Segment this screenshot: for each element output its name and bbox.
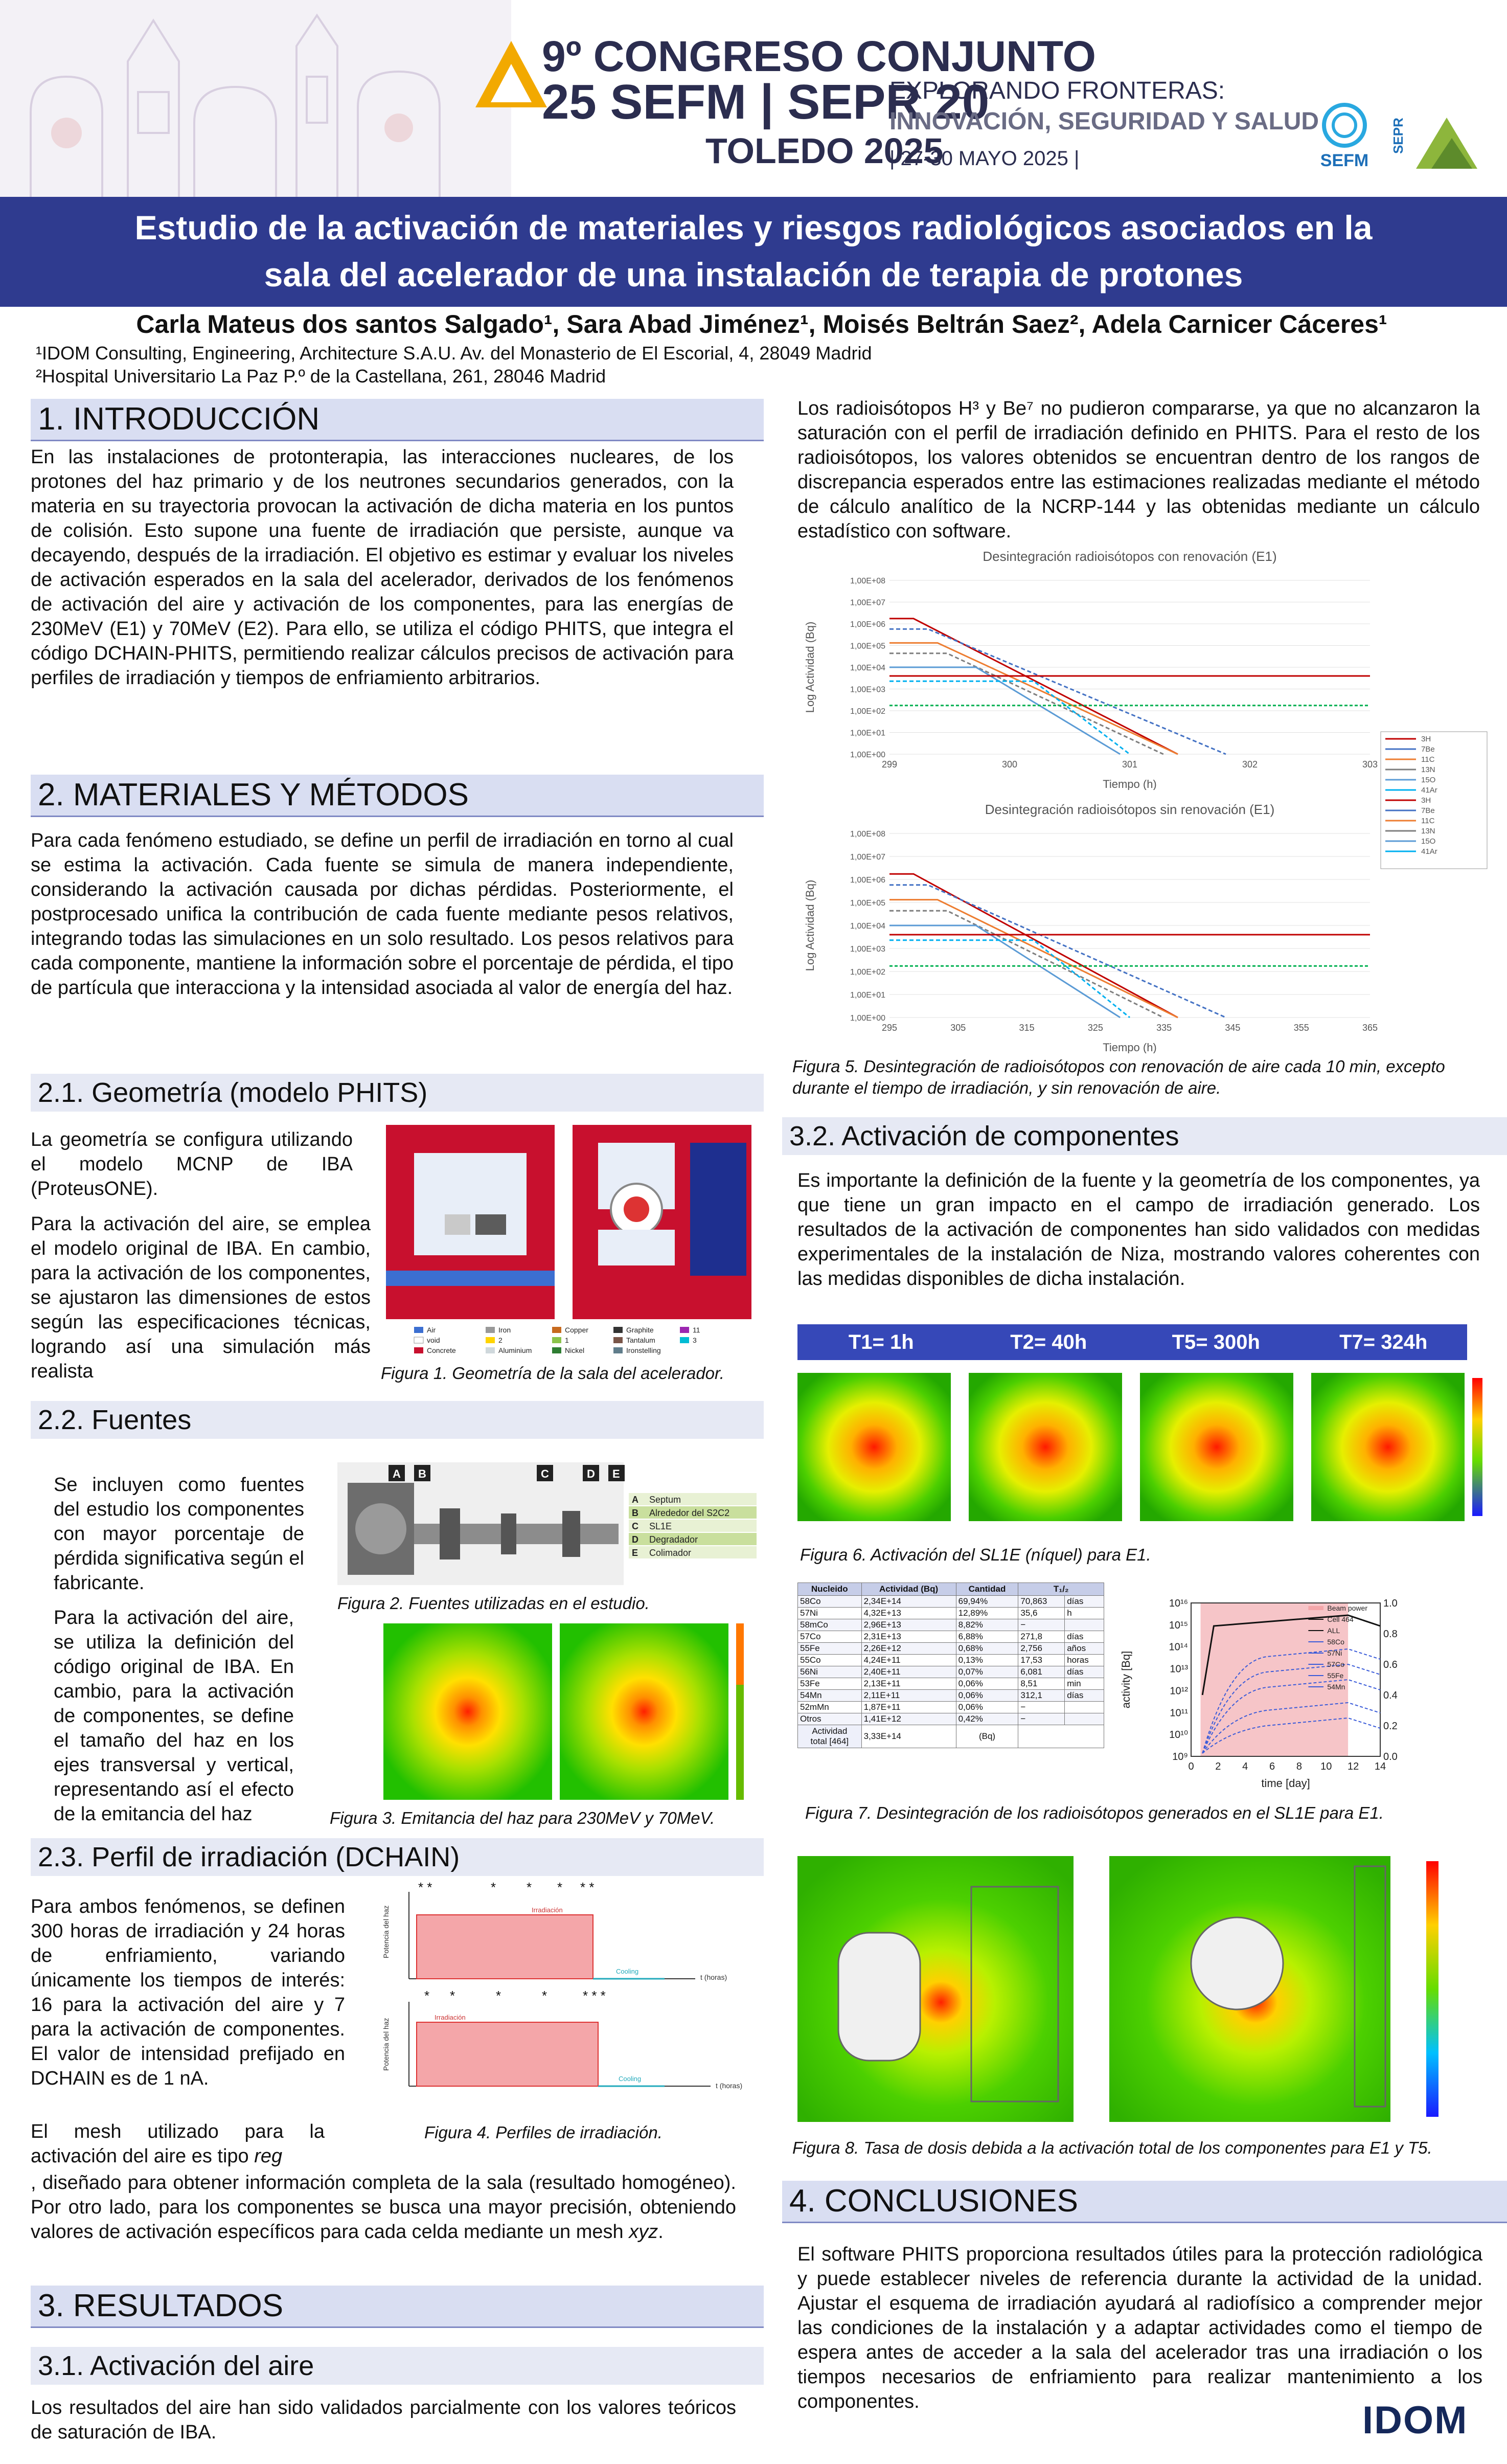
series-line (889, 643, 1178, 754)
x-tick-label: 335 (1156, 1023, 1172, 1033)
legend-label: 13N (1421, 827, 1435, 835)
idom-logo: IDOM (1362, 2399, 1468, 2442)
fig1-legend-9: 3 (693, 1336, 697, 1344)
fig2-label-e: Colimador (649, 1548, 692, 1558)
y-tick-label: 1,00E+08 (850, 830, 885, 839)
table-row (798, 1702, 1104, 1713)
figure-2-caption: Figura 2. Fuentes utilizadas en el estudio. (337, 1594, 650, 1613)
x-tick-label: 6 (1269, 1761, 1275, 1772)
profile-text-1: Para ambos fenómenos, se definen 300 horas de irradiación y 24 horas de enfriamiento, variando únicamente los tiempos de interés: 16 para la activación del aire y 7 para la activación de componentes. El valor de intensidad prefijado en DCHAIN es de 1 nA. (31, 1896, 345, 2089)
table-cell: − (1018, 1619, 1065, 1631)
fig2-label-b: Alrededor del S2C2 (649, 1508, 730, 1518)
time-t1: T1= 1h (848, 1331, 914, 1353)
figure-1-caption: Figura 1. Geometría de la sala del acelerador. (381, 1364, 724, 1383)
y-tick-label: 1,00E+05 (850, 899, 885, 908)
profile-text-2-rest (31, 2171, 736, 2244)
geometry-text-1: La geometría se configura utilizando el modelo MCNP de IBA (ProteusONE). (31, 1129, 353, 1200)
time-t2: T2= 40h (1010, 1331, 1087, 1353)
x-tick-label: 12 (1348, 1761, 1359, 1772)
figure-4-caption: Figura 4. Perfiles de irradiación. (424, 2123, 663, 2142)
methods-text: Para cada fenómeno estudiado, se define un perfil de irradiación en torno al cual se estima la activación. Cada fuente se simula de manera independiente, considerando la activación causada por dichas pérdidas. Posteriormente, el postprocesado unifica la contribución de cada fuente mediante pesos relativos, integrando todas las simulaciones en un solo resultado. Los pesos relativos para cada componente, mantiene la información sobre el porcentaje de pérdida, el tipo de partícula que interacciona y la intensidad asociada al valor de energía del haz. (31, 830, 734, 999)
profile-text-2c: , diseñado para obtener información completa de la sala (resultado homogéneo). Por otro lado, para los componentes se busca una mayor precisión, obteniendo valores de activación específicos para cada celda mediante un mesh (31, 2172, 736, 2243)
profile-text-2d: xyz (629, 2221, 658, 2243)
profile-text-2e: . (658, 2221, 664, 2243)
x-axis-label: Tiempo (h) (1103, 778, 1157, 790)
y-tick-label: 10¹² (1170, 1685, 1188, 1697)
y-tick-label: 10¹⁶ (1169, 1598, 1188, 1609)
table-cell: − (1018, 1702, 1065, 1713)
congress-line1: 9º CONGRESO CONJUNTO (542, 32, 1096, 80)
table-row (798, 1655, 1104, 1666)
table-cell: 2,756 (1018, 1643, 1065, 1655)
subsection-aire-title: 3.1. Activación del aire (31, 2347, 764, 2385)
congress-dates: | 27-30 MAYO 2025 | (889, 147, 1080, 170)
table-cell: días (1065, 1596, 1104, 1608)
table-cell: 0,06% (956, 1678, 1018, 1690)
x-tick-label: 299 (881, 759, 898, 770)
authors: Carla Mateus dos santos Salgado¹, Sara Abad Jiménez¹, Moisés Beltrán Saez², Adela Carnicer Cáceres¹ (136, 310, 1387, 338)
intro-text: En las instalaciones de protonterapia, las interacciones nucleares, de los protones del haz primario y de los neutrones secundarios generados, con la materia en su trayectoria provocan la activación de dicha materia en los puntos de colisión. Esto supone una fuente de irradiación que persiste, aunque va decayendo, después de la irradiación. El objetivo es estimar y evaluar los niveles de activación esperados en la sala del acelerador, derivados de los fenómenos de activación del aire y activación de los componentes, para las energías de 230MeV (E1) y 70MeV (E2). Para ello, se utiliza el código PHITS, que integra el código DCHAIN-PHITS, permitiendo realizar cálculos precisos de activación para perfiles de irradiación y tiempos de enfriamiento arbitrarios. (31, 446, 734, 689)
profile-text-2b: reg (254, 2145, 283, 2167)
chart-title: Desintegración radioisótopos sin renovación (E1) (985, 803, 1275, 817)
table-row (798, 1596, 1104, 1608)
series-line (889, 885, 1226, 1018)
legend-label: 58Co (1327, 1638, 1344, 1646)
table-cell: 53Fe (798, 1678, 862, 1690)
x-tick-label: 302 (1242, 759, 1258, 770)
table-cell: 52mMn (798, 1702, 862, 1713)
subsection-perfil-title: 2.3. Perfil de irradiación (DCHAIN) (31, 1838, 764, 1876)
table-cell (1065, 1619, 1104, 1631)
table-cell: 57Co (798, 1631, 862, 1643)
fig1-legend-6: 2 (498, 1336, 503, 1344)
series-line (889, 653, 1163, 754)
table-cell: 2,96E+13 (861, 1619, 956, 1631)
x-tick-label: 10 (1320, 1761, 1332, 1772)
table-cell: 6,88% (956, 1631, 1018, 1643)
fig4-ylabel-2: Potencia del haz (382, 2018, 390, 2071)
legend-label: 13N (1421, 765, 1435, 774)
fig4-irr-label-1: Irradiación (532, 1906, 563, 1914)
table-cell: 1,87E+11 (861, 1702, 956, 1713)
table-cell: − (1018, 1713, 1065, 1725)
table-cell: 57Ni (798, 1608, 862, 1619)
time-t7: T7= 324h (1339, 1331, 1428, 1353)
fig2-key-b: B (632, 1508, 638, 1518)
table-cell: 0,13% (956, 1655, 1018, 1666)
table-row (798, 1643, 1104, 1655)
fig2-key-e: E (632, 1548, 638, 1558)
figure-2-sources (337, 1462, 757, 1585)
legend-label: 15O (1421, 837, 1436, 846)
table-cell: 4,32E+13 (861, 1608, 956, 1619)
congress-city: TOLEDO 2025 (705, 131, 944, 171)
x-tick-label: 301 (1122, 759, 1138, 770)
table-row (798, 1678, 1104, 1690)
fig2-marker-e: E (612, 1467, 620, 1480)
table-cell: 8,51 (1018, 1678, 1065, 1690)
svg-text:*: * (557, 1882, 563, 1895)
table-cell: 6,081 (1018, 1666, 1065, 1678)
svg-text:* *: * * (418, 1882, 432, 1895)
fig1-legend-8: Tantalum (626, 1336, 655, 1344)
congress-line2: 25 SEFM | SEPR 20 (542, 75, 990, 129)
sefm-logo-text: SEFM (1320, 151, 1369, 170)
fig4-ylabel-1: Potencia del haz (382, 1905, 390, 1958)
table-cell: 0,42% (956, 1713, 1018, 1725)
profile-text-2a: El mesh utilizado para la activación del aire es tipo (31, 2121, 325, 2167)
series-line (889, 911, 1163, 1018)
y2-tick-label: 0.4 (1383, 1690, 1398, 1701)
figure-6-time-header (797, 1324, 1467, 1360)
table-row (798, 1666, 1104, 1678)
table-cell: 8,82% (956, 1619, 1018, 1631)
toledo-skyline-illustration (0, 0, 511, 197)
y-tick-label: 1,00E+00 (850, 1014, 885, 1023)
affiliation-2: ²Hospital Universitario La Paz P.º de la Castellana, 261, 28046 Madrid (36, 366, 606, 387)
header (0, 0, 1507, 197)
y-tick-label: 1,00E+00 (850, 751, 885, 759)
legend-label: 15O (1421, 776, 1436, 784)
legend-label: 11C (1421, 817, 1435, 825)
y-tick-label: 1,00E+07 (850, 598, 885, 607)
table-cell: 271,8 (1018, 1631, 1065, 1643)
legend-label: 57Co (1327, 1660, 1344, 1668)
fig2-label-c: SL1E (649, 1521, 672, 1531)
series-line (889, 900, 1178, 1018)
y-tick-label: 1,00E+02 (850, 968, 885, 977)
svg-text:*: * (542, 1988, 547, 2003)
table-row (798, 1631, 1104, 1643)
geometry-text-2: Para la activación del aire, se emplea el modelo original de IBA. En cambio, para la activación de los componentes, se ajustaron las dimensiones de estos según las especificaciones técnicas, logrando así una simulación más realista (31, 1213, 371, 1382)
fig1-legend-11: Aluminium (498, 1346, 532, 1354)
legend-label: 55Fe (1327, 1671, 1344, 1680)
x-tick-label: 355 (1293, 1023, 1309, 1033)
y-tick-label: 10¹⁵ (1169, 1619, 1188, 1631)
fig4-xlabel-1: t (horas) (700, 1973, 727, 1981)
th-actividad: Actividad (Bq) (861, 1583, 956, 1596)
section-materiales-title: 2. MATERIALES Y MÉTODOS (31, 775, 764, 817)
table-cell: 2,13E+11 (861, 1678, 956, 1690)
table-cell: días (1065, 1631, 1104, 1643)
table-cell (1065, 1702, 1104, 1713)
fig2-marker-a: A (393, 1467, 401, 1480)
table-cell: 2,31E+13 (861, 1631, 956, 1643)
legend-label: 3H (1421, 735, 1431, 743)
y-tick-label: 1,00E+06 (850, 876, 885, 885)
table-row (798, 1608, 1104, 1619)
y-tick-label: 1,00E+03 (850, 685, 885, 694)
series-line (889, 681, 1130, 754)
fig2-key-a: A (632, 1495, 638, 1505)
x-tick-label: 315 (1019, 1023, 1035, 1033)
affiliation-1: ¹IDOM Consulting, Engineering, Architecture S.A.U. Av. del Monasterio de El Escorial, 4, 28049 Madrid (36, 343, 872, 364)
x-tick-label: 4 (1242, 1761, 1248, 1772)
y-tick-label: 1,00E+02 (850, 707, 885, 716)
x-axis-label: Tiempo (h) (1103, 1041, 1157, 1053)
title-line-2: sala del acelerador de una instalación de terapia de protones (264, 256, 1243, 293)
sources-text-2: Para la activación del aire, se utiliza la definición del código original de IBA. En cambio, para la activación de componentes, se define el tamaño del haz en los ejes transversal y vertical, representando así el efecto de la emitancia del haz (54, 1607, 294, 1825)
y2-tick-label: 0.0 (1383, 1751, 1398, 1762)
table-cell: 4,24E+11 (861, 1655, 956, 1666)
time-t5: T5= 300h (1172, 1331, 1260, 1353)
sepr-logo-text: SEPR (1390, 118, 1406, 154)
chart-title: Desintegración radioisótopos con renovación (E1) (983, 550, 1277, 564)
y-tick-label: 1,00E+01 (850, 729, 885, 738)
legend-label: Cell 464 (1327, 1615, 1354, 1623)
series-line (889, 940, 1130, 1018)
fig1-legend-7: 1 (565, 1336, 569, 1344)
x-tick-label: 305 (950, 1023, 966, 1033)
table-cell: 2,40E+11 (861, 1666, 956, 1678)
legend-label: 3H (1421, 796, 1431, 805)
table-cell: 0,68% (956, 1643, 1018, 1655)
y-tick-label: 10¹⁴ (1169, 1641, 1188, 1653)
table-cell: 1,41E+12 (861, 1713, 956, 1725)
legend-label: 41Ar (1421, 786, 1437, 795)
x-tick-label: 345 (1225, 1023, 1241, 1033)
legend-label: 11C (1421, 755, 1435, 764)
sources-text-1: Se incluyen como fuentes del estudio los componentes con mayor porcentaje de pérdida significativa según el fabricante. (54, 1474, 304, 1594)
x-tick-label: 8 (1296, 1761, 1302, 1772)
fig2-key-c: C (632, 1521, 638, 1531)
table-row (798, 1619, 1104, 1631)
table-cell: 54Mn (798, 1690, 862, 1702)
figure-4-irradiation-profiles (378, 1882, 757, 2107)
tagline-1: EXPLORANDO FRONTERAS: (889, 77, 1225, 104)
table-cell: 0,07% (956, 1666, 1018, 1678)
x-tick-label: 303 (1362, 759, 1378, 770)
svg-text:*: * (450, 1988, 455, 2003)
figure-5-legend (1380, 731, 1488, 869)
legend-label: Beam power (1327, 1604, 1367, 1612)
table-cell: años (1065, 1643, 1104, 1655)
th-nucleido: Nucleido (798, 1583, 862, 1596)
table-cell: min (1065, 1678, 1104, 1690)
subsection-fuentes-title: 2.2. Fuentes (31, 1401, 764, 1439)
fig1-legend-10: Concrete (427, 1346, 456, 1354)
figure-5b-chart (803, 803, 1385, 1053)
y-tick-label: 10¹¹ (1170, 1707, 1188, 1719)
title-line-1: Estudio de la activación de materiales y riesgos radiológicos asociados en la (134, 209, 1373, 246)
table-cell: 2,26E+12 (861, 1643, 956, 1655)
figure-7-table (797, 1583, 1104, 1748)
table-cell: h (1065, 1608, 1104, 1619)
y-tick-label: 1,00E+05 (850, 642, 885, 651)
fig4-cool-label-1: Cooling (616, 1968, 639, 1975)
table-cell: 0,06% (956, 1702, 1018, 1713)
fig2-marker-b: B (418, 1467, 426, 1480)
fig2-marker-c: C (541, 1467, 549, 1480)
table-cell: 56Ni (798, 1666, 862, 1678)
x-tick-label: 365 (1362, 1023, 1378, 1033)
y2-tick-label: 0.6 (1383, 1659, 1398, 1670)
series-line (889, 629, 1226, 754)
section-introduccion-title: 1. INTRODUCCIÓN (31, 399, 764, 441)
y-axis-label: activity [Bq] (1120, 1651, 1132, 1709)
table-cell: 17,53 (1018, 1655, 1065, 1666)
y-tick-label: 10¹³ (1170, 1663, 1188, 1675)
poster-title (0, 197, 1507, 307)
section-conclusiones-title: 4. CONCLUSIONES (782, 2181, 1507, 2223)
y-tick-label: 1,00E+01 (850, 991, 885, 1000)
table-cell: horas (1065, 1655, 1104, 1666)
table-cell: días (1065, 1690, 1104, 1702)
table-cell: 58mCo (798, 1619, 862, 1631)
table-cell: 58Co (798, 1596, 862, 1608)
conclusions-text: El software PHITS proporciona resultados útiles para la protección radiológica y puede establecer niveles de referencia durante la actividad de la unidad. Ajustar el esquema de irradiación ayudará al radiofísico a comprender mejor las condiciones de la instalación y a adaptar actividades como el tiempo de espera antes de acceder a la sala del acelerador tras una irradiación o los tiempos necesarios de enfriamiento para realizar mantenimiento a los componentes. (797, 2244, 1482, 2412)
subsection-geometria-title: 2.1. Geometría (modelo PHITS) (31, 1074, 764, 1112)
tagline-2: INNOVACIÓN, SEGURIDAD Y SALUD (889, 108, 1319, 135)
svg-text:* *: * * (580, 1882, 595, 1895)
y-tick-label: 1,00E+04 (850, 922, 885, 931)
legend-label: 7Be (1421, 745, 1435, 754)
fig2-label-d: Degradador (649, 1534, 698, 1545)
table-cell: 35,6 (1018, 1608, 1065, 1619)
x-axis-label: time [day] (1261, 1777, 1310, 1790)
figure-5-caption: Figura 5. Desintegración de radioisótopos con renovación de aire cada 10 min, excepto durante el tiempo de irradiación, y sin renovación de aire. (792, 1057, 1445, 1097)
x-tick-label: 300 (1001, 759, 1018, 770)
figure-7-decay-chart (1114, 1583, 1482, 1792)
fig2-marker-d: D (587, 1467, 595, 1480)
y-tick-label: 1,00E+08 (850, 577, 885, 585)
total-label: Actividad total [464] (798, 1725, 862, 1748)
congress-logo-icon (470, 36, 552, 112)
fig4-xlabel-2: t (horas) (716, 2082, 743, 2090)
y2-tick-label: 0.2 (1383, 1721, 1398, 1732)
figure-7-caption: Figura 7. Desintegración de los radioisótopos generados en el SL1E para E1. (805, 1803, 1384, 1822)
legend-label: 41Ar (1421, 847, 1437, 856)
fig1-legend-0: Air (427, 1326, 436, 1334)
y-tick-label: 1,00E+07 (850, 853, 885, 862)
table-cell: 12,89% (956, 1608, 1018, 1619)
y-tick-label: 10⁹ (1172, 1751, 1188, 1762)
x-tick-label: 295 (881, 1023, 898, 1033)
legend-label: 7Be (1421, 806, 1435, 815)
th-cantidad: Cantidad (956, 1583, 1018, 1596)
profile-text-2-start (31, 2119, 325, 2168)
table-cell (1065, 1713, 1104, 1725)
x-tick-label: 0 (1188, 1761, 1194, 1772)
table-cell: 55Fe (798, 1643, 862, 1655)
section-resultados-title: 3. RESULTADOS (31, 2286, 764, 2328)
table-row (798, 1690, 1104, 1702)
subsection-componentes-title: 3.2. Activación de componentes (782, 1117, 1507, 1155)
legend-label: ALL (1327, 1626, 1340, 1635)
air-results-text: Los radioisótopos H³ y Be⁷ no pudieron compararse, ya que no alcanzaron la saturación con el perfil de irradiación definido en PHITS. Para el resto de los radioisótopos, los valores obtenidos se encuentran dentro de los rangos de discrepancia esperados entre las estimaciones realizadas mediante el método de cálculo analítico de la NCRP-144 y las obtenidas mediante un cálculo estadístico con software. (797, 398, 1480, 542)
y2-tick-label: 0.8 (1383, 1629, 1398, 1640)
fig2-label-a: Septum (649, 1495, 681, 1505)
fig2-key-d: D (632, 1534, 638, 1545)
components-text: Es importante la definición de la fuente y la geometría de los componentes, ya que tiene un gran impacto en el campo de irradiación generado. Los resultados de la activación de componentes han sido validados con medidas experimentales de la instalación de Niza, mostrando valores coherentes con las medidas disponibles de dicha instalación. (797, 1170, 1480, 1290)
fig1-legend-3: Graphite (626, 1326, 654, 1334)
legend-label: 54Mn (1327, 1683, 1345, 1691)
table-cell: 55Co (798, 1655, 862, 1666)
svg-text:*: * (491, 1882, 496, 1895)
y-axis-label: Log Actividad (Bq) (804, 879, 816, 971)
fig1-legend-13: Ironstelling (626, 1346, 661, 1354)
y-tick-label: 1,00E+06 (850, 620, 885, 629)
fig1-legend-2: Copper (565, 1326, 588, 1334)
y-tick-label: 1,00E+03 (850, 945, 885, 954)
svg-text:*: * (527, 1882, 532, 1895)
fig1-legend-4: 11 (693, 1326, 700, 1334)
table-cell: Otros (798, 1713, 862, 1725)
air-text: Los resultados del aire han sido validados parcialmente con los valores teóricos de saturación de IBA. (31, 2397, 736, 2443)
table-cell: días (1065, 1666, 1104, 1678)
table-cell: 0,06% (956, 1690, 1018, 1702)
sepr-logo-icon (1401, 107, 1482, 174)
figure-5a-chart (803, 550, 1385, 790)
legend-label: 57Ni (1327, 1649, 1342, 1657)
table-cell: 70,863 (1018, 1596, 1065, 1608)
nuclide-table (797, 1583, 1104, 1748)
svg-text:* * *: * * * (583, 1988, 606, 2003)
svg-text:*: * (424, 1988, 430, 2003)
table-row (798, 1713, 1104, 1725)
figure-6-caption: Figura 6. Activación del SL1E (níquel) para E1. (800, 1545, 1151, 1564)
fig1-legend-1: Iron (498, 1326, 511, 1334)
fig4-cool-label-2: Cooling (619, 2075, 642, 2083)
figure-6-activation-maps (797, 1363, 1503, 1531)
fig1-legend-5: void (427, 1336, 440, 1344)
table-cell: 312,1 (1018, 1690, 1065, 1702)
x-tick-label: 2 (1215, 1761, 1221, 1772)
y2-tick-label: 1.0 (1383, 1598, 1398, 1609)
x-tick-label: 14 (1374, 1761, 1386, 1772)
svg-text:*: * (496, 1988, 501, 2003)
total-unit: (Bq) (956, 1725, 1018, 1748)
th-halflife: T₁/₂ (1018, 1583, 1104, 1596)
figure-8-caption: Figura 8. Tasa de dosis debida a la activación total de los componentes para E1 y T5. (792, 2138, 1432, 2157)
figure-3-beam-emittance (383, 1623, 757, 1800)
fig4-irr-label-2: Irradiación (435, 2014, 466, 2021)
figure-1-geometry (383, 1122, 751, 1368)
table-cell: 2,11E+11 (861, 1690, 956, 1702)
y-tick-label: 1,00E+04 (850, 664, 885, 672)
table-cell: 69,94% (956, 1596, 1018, 1608)
table-cell: 2,34E+14 (861, 1596, 956, 1608)
y-tick-label: 10¹⁰ (1169, 1729, 1188, 1741)
figure-3-caption: Figura 3. Emitancia del haz para 230MeV y 70MeV. (330, 1809, 715, 1827)
figure-8-dose-rate-maps (797, 1856, 1482, 2132)
total-value: 3,33E+14 (861, 1725, 956, 1748)
fig1-legend-12: Nickel (565, 1346, 585, 1354)
x-tick-label: 325 (1087, 1023, 1103, 1033)
y-axis-label: Log Actividad (Bq) (804, 621, 816, 713)
